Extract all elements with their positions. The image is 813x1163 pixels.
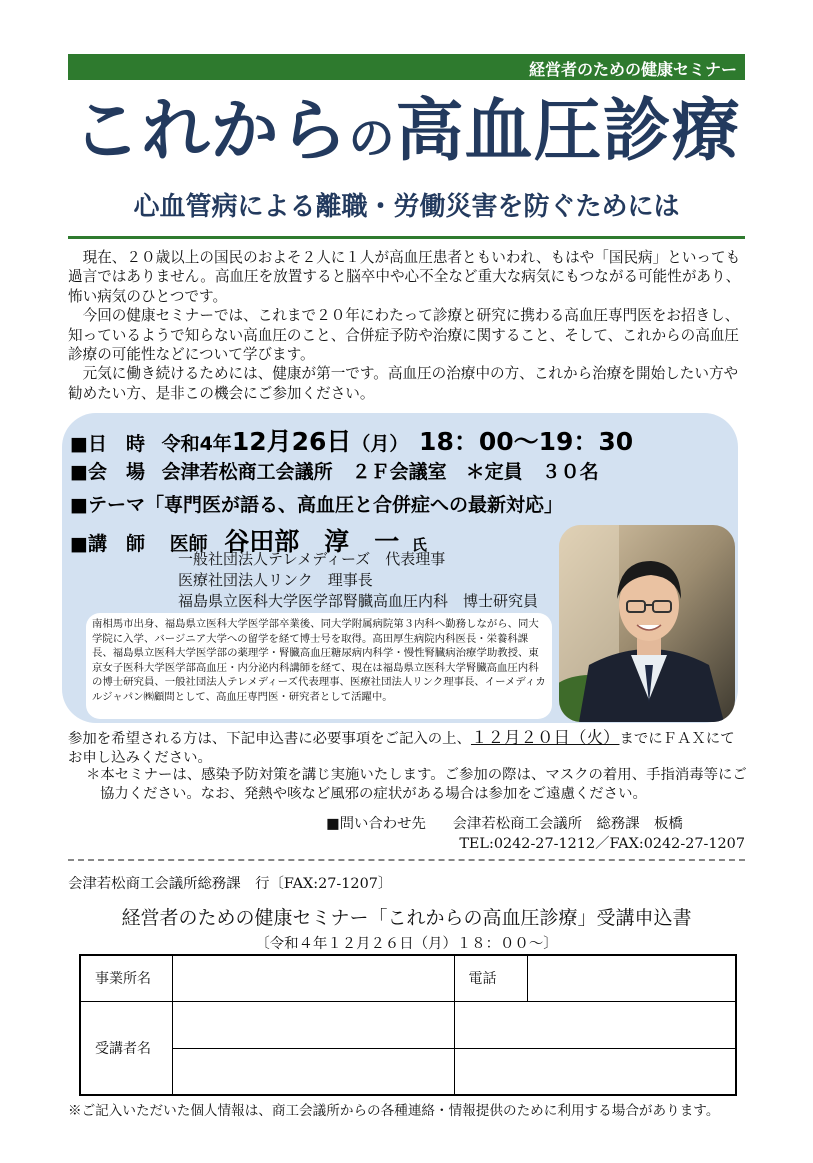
attendee-field-2b[interactable] bbox=[454, 1048, 736, 1095]
attendee-field-1a[interactable] bbox=[172, 1001, 454, 1048]
banner-bar bbox=[68, 54, 745, 80]
lecturer-suffix: 氏 bbox=[411, 536, 427, 554]
theme-label: ■テーマ bbox=[70, 494, 145, 516]
business-field[interactable] bbox=[172, 955, 454, 1001]
lecturer-label: ■講 師 bbox=[70, 533, 145, 555]
title-part3: 高血圧診療 bbox=[395, 92, 741, 171]
phone-field[interactable] bbox=[527, 955, 736, 1001]
form-title: 経営者のための健康セミナー「これからの高血圧診療」受講申込書 bbox=[121, 907, 692, 929]
date-label: ■日 時 bbox=[70, 433, 145, 455]
lecturer-title: 医師 bbox=[169, 533, 208, 555]
header-rule bbox=[68, 236, 745, 239]
attendee-field-2a[interactable] bbox=[172, 1048, 454, 1095]
lecturer-photo bbox=[559, 525, 735, 722]
title-part1: これから bbox=[72, 92, 349, 171]
date-time: 18：00～19：30 bbox=[419, 427, 634, 456]
intro-text bbox=[68, 248, 748, 403]
title-part2: の bbox=[348, 111, 396, 165]
lecturer-name: 谷田部 淳 一 bbox=[224, 527, 400, 556]
intro-paragraph-3: 元気に働き続けるためには、健康が第一です。高血圧の治療中の方、これから治療を開始したい方や勧めたい方、是非この機会にご参加ください。 bbox=[68, 365, 739, 402]
cut-line bbox=[68, 859, 745, 861]
subtitle: 心血管病による離職・労働災害を防ぐためには bbox=[133, 192, 680, 222]
apply-line-a: 参加を希望される方は、下記申込書に必要事項をご記入の上、 bbox=[68, 731, 471, 747]
lecturer-bio: 南相馬市出身、福島県立医科大学医学部卒業後、同大学附属病院第３内科へ勤務しながら、同大学院に入学、バージニア大学への留学を経て博士号を取得。高田厚生病院内科医長・栄養科課長、福島県立医科大学医学部の薬理学・腎臓高血圧糖尿病内科学・慢性腎臓病治療学助教授、東京女子医科大学医学部高血圧・内分泌内科講師を経て、現在は福島県立医科大学腎臓高血圧内科の博士研究員、一般社団法人テレメディーズ代表理事、医療社団法人リンク理事長、イーメディカルジャパン㈱顧問として、高血圧専門医・研究者として活躍中。 bbox=[86, 613, 552, 719]
venue-text: 会津若松商工会議所 ２Ｆ会議室 ＊定員 ３０名 bbox=[161, 461, 599, 483]
theme-row bbox=[70, 490, 563, 517]
contact-row bbox=[326, 812, 683, 833]
contact-telfax: TEL:0242-27-1212／FAX:0242-27-1207 bbox=[459, 836, 745, 852]
attendee-field-1b[interactable] bbox=[454, 1001, 736, 1048]
apply-line-b: までにＦＡＸにてお申し込みください。 bbox=[68, 731, 735, 766]
date-big: 12月26日 bbox=[231, 427, 352, 456]
apply-text bbox=[68, 728, 748, 768]
application-form bbox=[79, 954, 737, 1096]
date-prefix: 令和4年 bbox=[161, 433, 232, 455]
date-row bbox=[70, 422, 633, 458]
banner-text: 経営者のための健康セミナー bbox=[528, 60, 737, 79]
affiliation-2: 医療社団法人リンク 理事長 bbox=[178, 571, 373, 589]
contact-org: 会津若松商工会議所 総務課 板橋 bbox=[452, 816, 683, 832]
form-date: 〔令和４年１２月２６日（月）１８：００～〕 bbox=[255, 936, 558, 952]
venue-row bbox=[70, 457, 599, 484]
affiliation-1: 一般社団法人テレメディーズ 代表理事 bbox=[178, 550, 446, 568]
intro-paragraph-1: 現在、２０歳以上の国民のおよそ２人に１人が高血圧患者ともいわれ、もはや「国民病」といっても過言ではありません。高血圧を放置すると脳卒中や心不全など重大な病気にもつながる可能性があり、怖い病気のひとつです。 bbox=[68, 249, 741, 305]
affiliation-3: 福島県立医科大学医学部腎臓高血圧内科 博士研究員 bbox=[178, 592, 539, 610]
intro-paragraph-2: 今回の健康セミナーでは、これまで２０年にわたって診療と研究に携わる高血圧専門医をお招きし、知っているようで知らない高血圧のこと、合併症予防や治療に関すること、そして、これからの高血圧診療の可能性などについて学びます。 bbox=[68, 307, 740, 364]
contact-label: ■問い合わせ先 bbox=[326, 816, 426, 832]
venue-label: ■会 場 bbox=[70, 461, 145, 483]
attendee-label: 受講者名 bbox=[80, 1001, 172, 1095]
phone-label: 電話 bbox=[454, 955, 527, 1001]
infection-note: ＊本セミナーは、感染予防対策を講じ実施いたします。ご参加の際は、マスクの着用、手指消毒等にご協力ください。なお、発熱や咳など風邪の症状がある場合は参加をご遠慮ください。 bbox=[86, 767, 747, 802]
date-dow: （月） bbox=[351, 433, 409, 455]
main-title bbox=[0, 92, 813, 178]
affiliation-list bbox=[178, 549, 538, 612]
privacy-note: ※ご記入いただいた個人情報は、商工会議所からの各種連絡・情報提供のために利用する場合があります。 bbox=[68, 1103, 720, 1119]
form-addressee: 会津若松商工会議所総務課 行〔FAX:27-1207〕 bbox=[68, 876, 393, 892]
business-label: 事業所名 bbox=[80, 955, 172, 1001]
deadline: １２月２０日（火） bbox=[470, 728, 620, 747]
theme-text: 「専門医が語る、高血圧と合併症への最新対応」 bbox=[144, 494, 563, 516]
